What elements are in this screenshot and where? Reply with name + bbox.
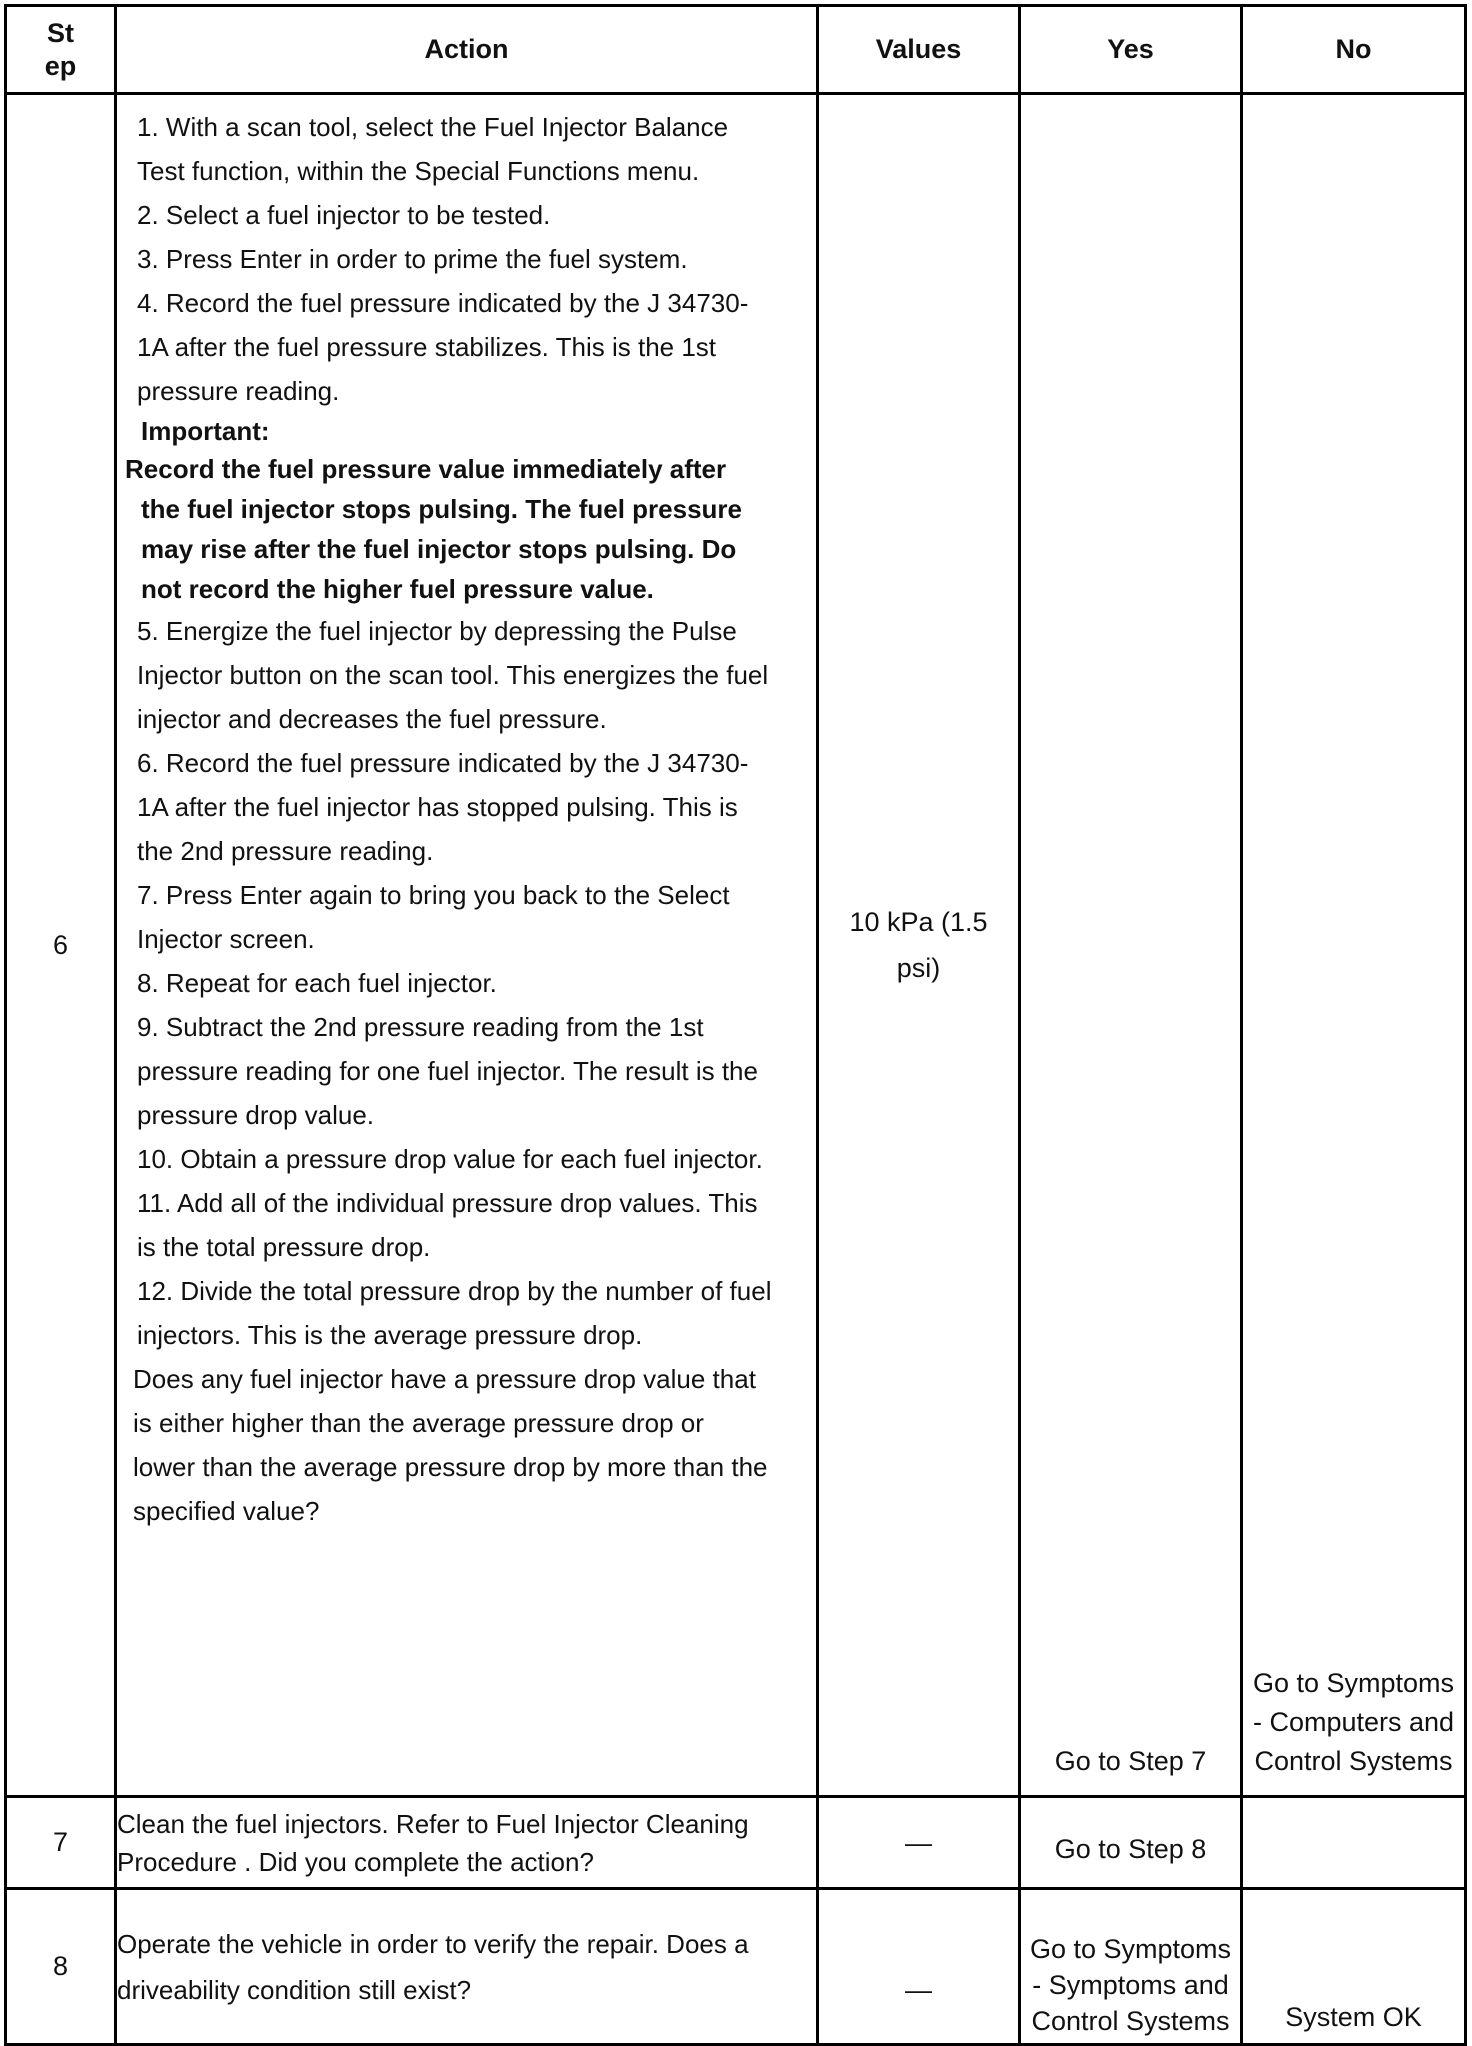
list-item: 7. Press Enter again to bring you back to the Select Injector screen. xyxy=(137,880,730,954)
header-row xyxy=(6,6,1466,94)
yes-link[interactable]: Go to Step 8 xyxy=(1054,1834,1207,1864)
header-step-line1: St xyxy=(47,18,74,49)
action-cell: Operate the vehicle in order to verify the repair. Does a driveability condition still exist? xyxy=(116,1889,818,2045)
action-cell: Clean the fuel injectors. Refer to Fuel Injector Cleaning Procedure . Did you complete the action? xyxy=(116,1797,818,1889)
decision-question: Does any fuel injector have a pressure drop value that is either higher than the average pressure drop or lower than the average pressure drop by more than the specified value? xyxy=(133,1364,768,1526)
yes-cell xyxy=(1020,94,1242,1797)
important-body: Record the fuel pressure value immediately after the fuel injector stops pulsing. The fuel pressure may rise after the fuel injector stops pulsing. Do not record the higher fuel pressure value. xyxy=(125,454,742,604)
values-cell xyxy=(818,1797,1020,1889)
no-cell xyxy=(1242,1889,1466,2045)
values-cell xyxy=(818,1889,1020,2045)
yes-link[interactable]: Go to Step 7 xyxy=(1054,1746,1207,1776)
diagnostic-table xyxy=(4,4,1467,2046)
step-number: 8 xyxy=(6,1889,116,2045)
header-action: Action xyxy=(116,6,818,94)
no-cell xyxy=(1242,1797,1466,1889)
values-cell xyxy=(818,94,1020,1797)
list-item: 6. Record the fuel pressure indicated by the J 34730-1A after the fuel injector has stopped pulsing. This is the 2nd pressure reading. xyxy=(137,748,749,866)
spec-value: 10 kPa (1.5 psi) xyxy=(849,907,988,983)
no-cell xyxy=(1242,94,1466,1797)
table-row-step-7 xyxy=(6,1797,1466,1889)
table-row-step-6 xyxy=(6,94,1466,1797)
table-row-step-8 xyxy=(6,1889,1466,2045)
list-item: 11. Add all of the individual pressure drop values. This is the total pressure drop. xyxy=(137,1188,758,1262)
header-values: Values xyxy=(818,6,1020,94)
header-step xyxy=(6,6,116,94)
list-item: 9. Subtract the 2nd pressure reading from the 1st pressure reading for one fuel injector. The result is the pressure drop value. xyxy=(137,1012,758,1130)
header-no: No xyxy=(1242,6,1466,94)
action-cell xyxy=(116,94,818,1797)
value-dash: — xyxy=(905,1975,932,2005)
list-item: 1. With a scan tool, select the Fuel Injector Balance Test function, within the Special Functions menu. xyxy=(137,112,729,186)
list-item: 8. Repeat for each fuel injector. xyxy=(137,968,497,998)
no-link[interactable]: System OK xyxy=(1285,2002,1422,2032)
no-link[interactable]: Go to Symptoms - Computers and Control Systems xyxy=(1252,1668,1455,1776)
step-number: 6 xyxy=(6,94,116,1797)
step-number: 7 xyxy=(6,1797,116,1889)
yes-cell xyxy=(1020,1889,1242,2045)
important-title: Important: xyxy=(141,416,270,446)
list-item: 12. Divide the total pressure drop by the number of fuel injectors. This is the average pressure drop. xyxy=(137,1276,772,1350)
list-item: 10. Obtain a pressure drop value for each fuel injector. xyxy=(137,1144,763,1174)
list-item: 3. Press Enter in order to prime the fuel system. xyxy=(137,244,688,274)
header-step-line2: ep xyxy=(44,50,77,81)
list-item: 4. Record the fuel pressure indicated by the J 34730-1A after the fuel pressure stabilizes. This is the 1st pressure reading. xyxy=(137,288,749,406)
yes-link[interactable]: Go to Symptoms - Symptoms and Control Systems xyxy=(1029,1934,1232,2036)
list-item: 2. Select a fuel injector to be tested. xyxy=(137,200,551,230)
header-yes: Yes xyxy=(1020,6,1242,94)
value-dash: — xyxy=(905,1827,932,1858)
list-item: 5. Energize the fuel injector by depressing the Pulse Injector button on the scan tool. This energizes the fuel injector and decreases the fuel pressure. xyxy=(137,616,769,734)
yes-cell xyxy=(1020,1797,1242,1889)
